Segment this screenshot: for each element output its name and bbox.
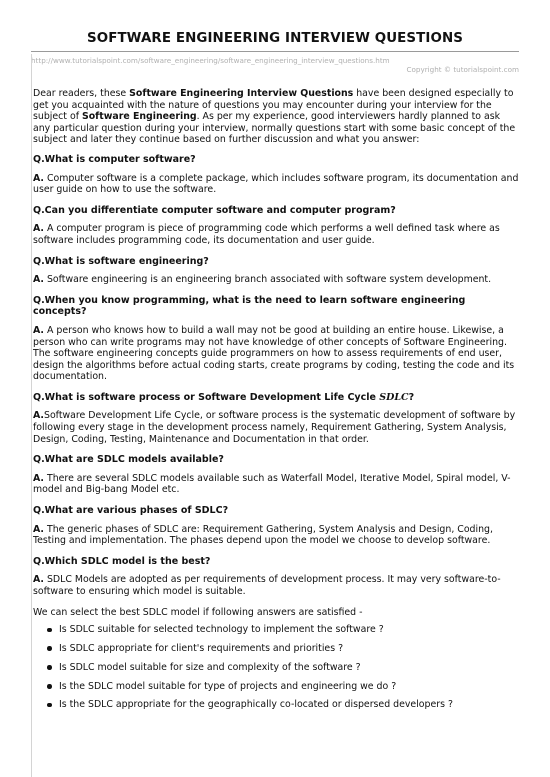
- answer-5: A.Software Development Life Cycle, or software process is the systematic development of software by following every stage in the development process namely, Requirement Gathering, System Analysis, Design, Coding, Testing, Maintenance and Documentation in that order.: [33, 410, 516, 445]
- list-item: Is the SDLC appropriate for the geographically co-located or dispersed developers ?: [59, 699, 519, 711]
- selection-criteria-list: [33, 624, 519, 711]
- answer-1: A. Computer software is a complete package, which includes software program, its documentation and user guide on how to use the software.: [33, 172, 519, 196]
- question-7: Q.What are various phases of SDLC?: [33, 505, 229, 517]
- question-4: Q.When you know programming, what is the need to learn software engineering concepts?: [33, 294, 466, 318]
- answer-3: A. Software engineering is an engineering branch associated with software system development.: [33, 274, 492, 286]
- intro-paragraph: Dear readers, these Software Engineering Interview Questions have been designed especially to get you acquainted with the nature of questions you may encounter during your interview for the subject of Software Engineering. As per my experience, good interviewers hardly planned to ask any particular question during your interview, normally questions start with some basic concept of the subject and later they continue based on further discussion and what you answer:: [33, 88, 516, 146]
- question-3: Q.What is software engineering?: [33, 255, 209, 267]
- answer-8: A. SDLC Models are adopted as per requirements of development process. It may very software-to-software to ensuring which model is suitable.: [33, 574, 501, 597]
- source-url: http://www.tutorialspoint.com/software_engineering/software_engineering_interview_questions.htm: [31, 56, 390, 65]
- sdlc-abbreviation: SDLC: [379, 391, 409, 403]
- answer-6: A. There are several SDLC models available such as Waterfall Model, Iterative Model, Spiral model, V-model and Big-bang Model etc.: [33, 472, 511, 496]
- question-2: Q.Can you differentiate computer software and computer program?: [33, 204, 396, 216]
- answer-4: A. A person who knows how to build a wall may not be good at building an entire house. Likewise, a person who can write programs may not have knowledge of other concepts of Software Engineering. The software engineering concepts guide programmers on how to assess requirements of end user, design the algorithms before actual coding starts, create programs by coding, testing the code and its documentation.: [33, 324, 515, 383]
- page-title: SOFTWARE ENGINEERING INTERVIEW QUESTIONS: [31, 30, 519, 52]
- answer-7: A. The generic phases of SDLC are: Requirement Gathering, System Analysis and Design, Coding, Testing and implementation. The phases depend upon the model we choose to develop software.: [33, 523, 493, 547]
- question-8: Q.Which SDLC model is the best?: [33, 555, 211, 567]
- list-item: Is the SDLC model suitable for type of projects and engineering we do ?: [59, 681, 519, 693]
- list-item: Is SDLC appropriate for client's requirements and priorities ?: [59, 643, 519, 655]
- answer-2: A. A computer program is piece of programming code which performs a well defined task where as software includes programming code, its documentation and user guide.: [33, 223, 500, 246]
- selection-intro: We can select the best SDLC model if following answers are satisfied -: [33, 606, 363, 618]
- document-body: [31, 88, 519, 711]
- left-margin-rule: [31, 54, 32, 777]
- question-1: Q.What is computer software?: [33, 153, 196, 165]
- question-6: Q.What are SDLC models available?: [33, 454, 224, 466]
- list-item: Is SDLC model suitable for size and complexity of the software ?: [59, 662, 519, 674]
- question-5: Q.What is software process or Software Development Life Cycle SDLC?: [33, 391, 415, 403]
- copyright-notice: Copyright © tutorialspoint.com: [406, 65, 519, 74]
- list-item: Is SDLC suitable for selected technology to implement the software ?: [59, 624, 519, 636]
